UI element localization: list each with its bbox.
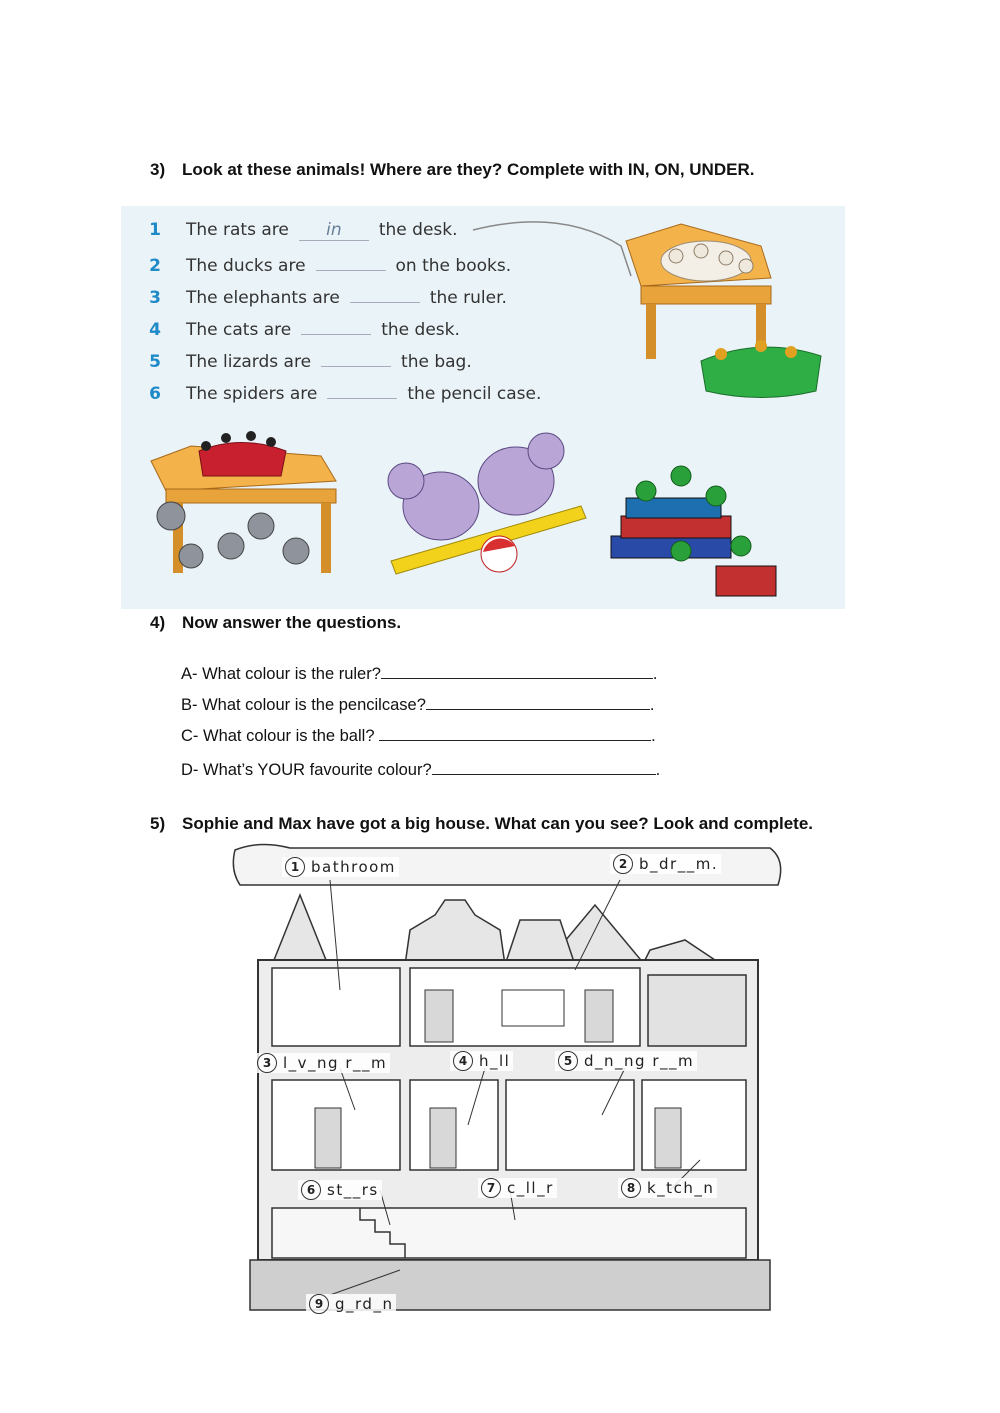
section-5-heading [150, 814, 813, 834]
label-word: st__rs [327, 1181, 379, 1199]
sentence-number: 6 [149, 384, 161, 404]
house-illustration [230, 840, 786, 1320]
section-4-heading [150, 613, 401, 633]
sentence-end: the pencil case. [407, 384, 542, 404]
sentence-end: the ruler. [429, 288, 507, 308]
cats-desk [151, 431, 336, 573]
label-number: 7 [481, 1178, 501, 1198]
label-number: 5 [558, 1051, 578, 1071]
label-number: 1 [285, 857, 305, 877]
answer-blank[interactable] [321, 348, 391, 367]
house-label-1 [282, 857, 399, 877]
house-label-6 [298, 1180, 382, 1200]
sentence-number: 4 [149, 320, 161, 340]
section-title: Look at these animals! Where are they? Complete with IN, ON, UNDER. [182, 160, 755, 179]
answer-blank[interactable] [301, 316, 371, 335]
sentence-end: the desk. [381, 320, 460, 340]
ducks-books [611, 466, 776, 596]
sentence-number: 3 [149, 288, 161, 308]
question-a [181, 663, 658, 684]
answer-blank[interactable] [350, 284, 420, 303]
question-b [181, 694, 654, 715]
question-text: B- What colour is the pencilcase? [181, 696, 426, 714]
section-number: 4) [150, 613, 166, 632]
house-label-4 [450, 1051, 513, 1071]
section-title: Now answer the questions. [182, 613, 402, 632]
rats-desk [626, 224, 771, 359]
label-word: h_ll [479, 1052, 511, 1070]
question-end: . [652, 665, 658, 683]
house-label-5 [555, 1051, 697, 1071]
section-3-heading [150, 160, 754, 180]
label-word: bathroom [311, 858, 396, 876]
answer-line[interactable] [381, 663, 653, 679]
sentence-6 [121, 380, 541, 404]
answer-line[interactable] [432, 759, 656, 775]
section-number: 3) [150, 160, 166, 179]
label-word: g_rd_n [335, 1295, 394, 1313]
sentence-start: The spiders are [186, 384, 318, 404]
label-number: 4 [453, 1051, 473, 1071]
house-label-7 [478, 1178, 557, 1198]
animals-picture [121, 206, 845, 609]
house-picture [230, 840, 786, 1320]
label-number: 2 [613, 854, 633, 874]
window [502, 990, 564, 1026]
question-end: . [651, 727, 656, 745]
sentence-number: 5 [149, 352, 161, 372]
sentence-end: on the books. [395, 256, 512, 276]
label-number: 9 [309, 1294, 329, 1314]
sentence-2 [121, 252, 511, 276]
sentence-1 [121, 220, 458, 241]
house-label-3 [254, 1053, 390, 1073]
cellar-room [272, 1208, 746, 1258]
question-end: . [655, 761, 661, 779]
question-text: D- What’s YOUR favourite colour? [181, 761, 432, 779]
sentence-start: The elephants are [186, 288, 340, 308]
sentence-start: The cats are [186, 320, 292, 340]
answer-blank[interactable] [316, 252, 386, 271]
label-word: k_tch_n [647, 1179, 715, 1197]
answer-line[interactable] [379, 725, 651, 741]
sentence-5 [121, 348, 472, 372]
answer-blank[interactable] [327, 380, 397, 399]
question-end: . [649, 696, 655, 714]
house-label-9 [306, 1294, 396, 1314]
sentence-start: The ducks are [186, 256, 306, 276]
label-word: l_v_ng r__m [283, 1054, 388, 1072]
label-word: c_ll_r [507, 1179, 554, 1197]
section-number: 5) [150, 814, 166, 833]
sentence-end: the desk. [378, 220, 458, 240]
sentence-4 [121, 316, 460, 340]
house-label-8 [618, 1178, 717, 1198]
elephants-ruler [388, 433, 586, 574]
label-word: b_dr__m. [639, 855, 719, 873]
sentence-start: The lizards are [186, 352, 312, 372]
label-number: 6 [301, 1180, 321, 1200]
question-d [181, 759, 660, 780]
sentence-end: the bag. [401, 352, 472, 372]
sentence-number: 2 [149, 256, 161, 276]
sentence-3 [121, 284, 507, 308]
lizards-bag [701, 340, 821, 398]
sentence-number: 1 [149, 220, 161, 240]
question-text: A- What colour is the ruler? [181, 665, 381, 683]
answer-blank[interactable]: in [299, 222, 369, 241]
sentence-start: The rats are [186, 220, 289, 240]
section-title: Sophie and Max have got a big house. What can you see? Look and complete. [182, 814, 813, 833]
label-number: 8 [621, 1178, 641, 1198]
house-label-2 [610, 854, 721, 874]
label-number: 3 [257, 1053, 277, 1073]
question-c [181, 725, 656, 746]
label-word: d_n_ng r__m [584, 1052, 695, 1070]
question-text: C- What colour is the ball? [181, 727, 375, 745]
answer-line[interactable] [426, 694, 650, 710]
